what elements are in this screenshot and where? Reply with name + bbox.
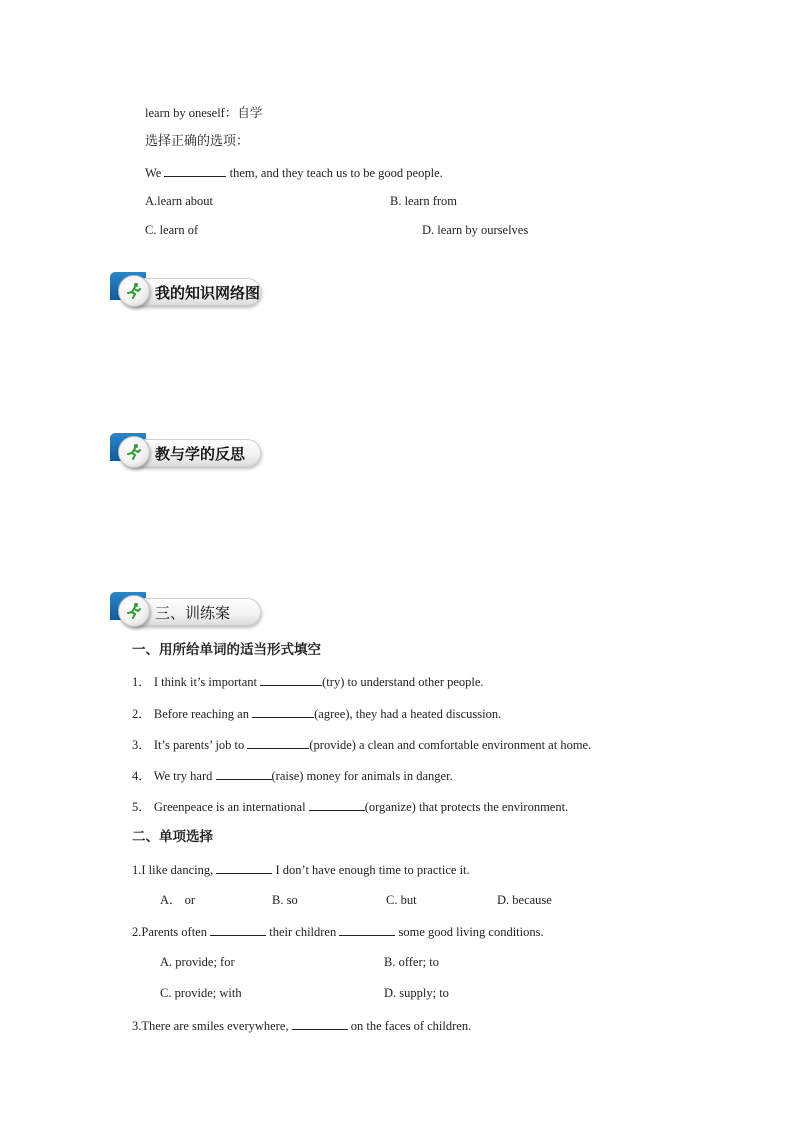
item-text-post: (provide) a clean and comfortable environment at home. [309, 738, 592, 752]
item-text-pre: It’s parents’ job to [153, 738, 248, 752]
question-text-post: some good living conditions. [395, 925, 544, 939]
option-b: B. learn from [390, 194, 457, 208]
answer-blank[interactable] [292, 1017, 348, 1030]
answer-blank[interactable] [339, 923, 395, 936]
item-text-pre: I think it’s important [153, 675, 261, 689]
section-title: 三、训练案 [155, 604, 231, 622]
section-banner-training [110, 592, 265, 632]
part2-heading: 二、单项选择 [132, 829, 213, 845]
question-text-pre: 2.Parents often [132, 925, 211, 939]
question-text-pre: 1.I like dancing, [132, 863, 217, 877]
item-text-pre: Before reaching an [153, 707, 253, 721]
fill-item [132, 673, 484, 690]
intro-question [145, 164, 443, 181]
section-title: 教与学的反思 [155, 445, 246, 463]
question-text-post: them, and they teach us to be good people. [226, 166, 443, 180]
item-text-post: (try) to understand other people. [322, 675, 484, 689]
section-banner-reflection [110, 433, 265, 473]
mc-question-3 [132, 1017, 471, 1034]
q1-option-c: C. but [386, 893, 417, 907]
item-number: 5． [132, 800, 151, 814]
q2-option-b: B. offer; to [384, 955, 439, 969]
mc-question-1 [132, 861, 470, 878]
question-text-post: on the faces of children. [347, 1019, 472, 1033]
option-a: A.learn about [145, 194, 214, 208]
section-title: 我的知识网络图 [155, 284, 261, 302]
fill-item [132, 705, 501, 722]
item-text-post: (organize) that protects the environment. [364, 800, 569, 814]
question-text-mid: their children [266, 925, 340, 939]
fill-item [132, 767, 453, 784]
q1-option-d: D. because [497, 893, 552, 907]
question-text-pre: We [145, 166, 165, 180]
item-text-post: (agree), they had a heated discussion. [314, 707, 502, 721]
fill-item [132, 798, 568, 815]
item-number: 3． [132, 738, 151, 752]
item-text-pre: Greenpeace is an international [153, 800, 309, 814]
item-text-pre: We try hard [153, 769, 216, 783]
part1-heading: 一、用所给单词的适当形式填空 [132, 642, 321, 658]
phrase-definition: learn by oneself：自学 [145, 106, 263, 120]
item-text-post: (raise) money for animals in danger. [271, 769, 453, 783]
q2-option-c: C. provide; with [160, 986, 242, 1000]
answer-blank[interactable] [216, 767, 272, 780]
answer-blank[interactable] [216, 861, 272, 874]
answer-blank[interactable] [309, 798, 365, 811]
answer-blank[interactable] [260, 673, 322, 686]
runner-icon [118, 436, 150, 468]
item-number: 4． [132, 769, 151, 783]
option-d: D. learn by ourselves [422, 223, 529, 237]
runner-icon [118, 275, 150, 307]
instruction-text: 选择正确的选项： [145, 134, 250, 149]
question-text-post: I don’t have enough time to practice it. [272, 863, 470, 877]
q1-option-b: B. so [272, 893, 298, 907]
q1-option-a: A． or [160, 893, 196, 907]
runner-icon [118, 595, 150, 627]
q2-option-d: D. supply; to [384, 986, 449, 1000]
section-banner-knowledge-map [110, 272, 265, 312]
option-c: C. learn of [145, 223, 199, 237]
answer-blank[interactable] [247, 736, 309, 749]
item-number: 2． [132, 707, 151, 721]
fill-item [132, 736, 591, 753]
answer-blank[interactable] [210, 923, 266, 936]
answer-blank[interactable] [252, 705, 314, 718]
q2-option-a: A. provide; for [160, 955, 235, 969]
question-text-pre: 3.There are smiles everywhere, [132, 1019, 292, 1033]
item-number: 1． [132, 675, 151, 689]
answer-blank[interactable] [164, 164, 226, 177]
mc-question-2 [132, 923, 544, 940]
